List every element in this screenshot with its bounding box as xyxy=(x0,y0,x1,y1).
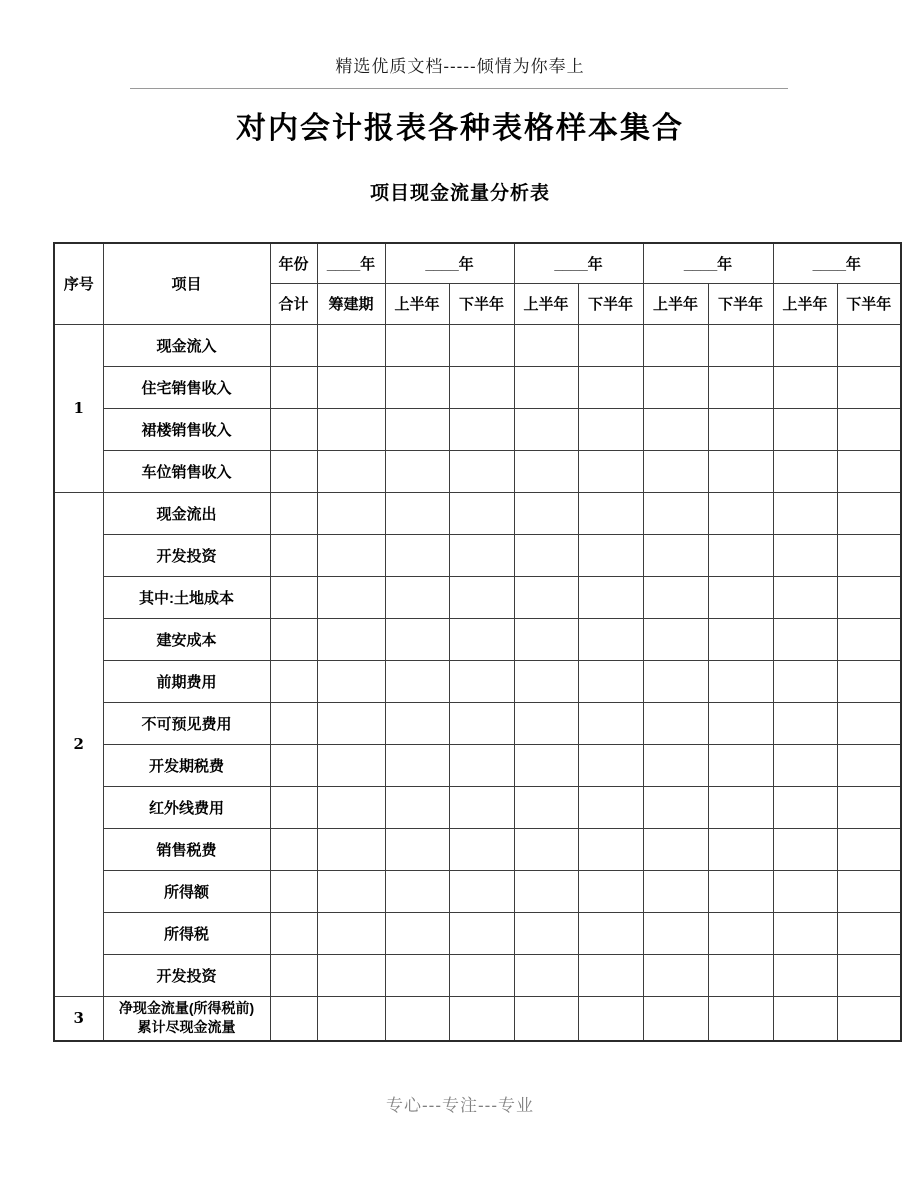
value-cell xyxy=(514,702,578,744)
value-cell xyxy=(449,744,514,786)
table-row xyxy=(54,828,901,870)
value-cell xyxy=(317,324,385,366)
value-cell xyxy=(317,828,385,870)
value-cell xyxy=(773,660,837,702)
value-cell xyxy=(578,744,643,786)
table-row xyxy=(54,618,901,660)
value-cell xyxy=(317,534,385,576)
value-cell xyxy=(385,702,449,744)
table-row xyxy=(54,912,901,954)
row-item-label: 现金流入 xyxy=(103,324,270,366)
value-cell xyxy=(708,366,773,408)
value-cell xyxy=(317,870,385,912)
value-cell xyxy=(643,366,708,408)
value-cell xyxy=(317,618,385,660)
value-cell xyxy=(449,954,514,996)
row-item-label: 开发期税费 xyxy=(103,744,270,786)
section-seq-number: 2 xyxy=(54,492,103,996)
value-cell xyxy=(385,492,449,534)
table-row xyxy=(54,492,901,534)
value-cell xyxy=(514,492,578,534)
value-cell xyxy=(449,786,514,828)
value-cell xyxy=(708,450,773,492)
value-cell xyxy=(578,366,643,408)
value-cell xyxy=(708,786,773,828)
value-cell xyxy=(385,912,449,954)
value-cell xyxy=(578,324,643,366)
value-cell xyxy=(773,576,837,618)
row-item-label: 住宅销售收入 xyxy=(103,366,270,408)
value-cell xyxy=(708,996,773,1041)
value-cell xyxy=(514,324,578,366)
table-row xyxy=(54,534,901,576)
value-cell xyxy=(270,366,317,408)
value-cell xyxy=(643,744,708,786)
value-cell xyxy=(317,744,385,786)
col-header-seq: 序号 xyxy=(54,243,103,324)
cashflow-table-container xyxy=(53,242,902,1042)
value-cell xyxy=(385,366,449,408)
value-cell xyxy=(708,954,773,996)
value-cell xyxy=(773,492,837,534)
value-cell xyxy=(708,828,773,870)
row-item-label: 开发投资 xyxy=(103,534,270,576)
value-cell xyxy=(317,366,385,408)
value-cell xyxy=(773,324,837,366)
table-body xyxy=(54,324,901,1041)
document-tagline: 精选优质文档-----倾情为你奉上 xyxy=(335,57,585,76)
table-row xyxy=(54,996,901,1041)
row-item-label: 不可预见费用 xyxy=(103,702,270,744)
value-cell xyxy=(643,408,708,450)
col-header-item: 项目 xyxy=(103,243,270,324)
value-cell xyxy=(317,954,385,996)
row-item-label: 所得税 xyxy=(103,912,270,954)
value-cell xyxy=(514,576,578,618)
value-cell xyxy=(643,912,708,954)
value-cell xyxy=(643,324,708,366)
value-cell xyxy=(578,492,643,534)
value-cell xyxy=(837,870,901,912)
row-item-label: 前期费用 xyxy=(103,660,270,702)
value-cell xyxy=(514,366,578,408)
value-cell xyxy=(837,576,901,618)
value-cell xyxy=(837,702,901,744)
value-cell xyxy=(578,996,643,1041)
value-cell xyxy=(449,324,514,366)
value-cell xyxy=(317,660,385,702)
value-cell xyxy=(385,660,449,702)
value-cell xyxy=(385,828,449,870)
value-cell xyxy=(773,828,837,870)
value-cell xyxy=(643,660,708,702)
table-row xyxy=(54,450,901,492)
value-cell xyxy=(385,996,449,1041)
value-cell xyxy=(773,450,837,492)
value-cell xyxy=(643,534,708,576)
value-cell xyxy=(270,702,317,744)
row-item-label: 净现金流量(所得税前) 累计尽现金流量 xyxy=(103,996,270,1041)
row-item-label: 其中:土地成本 xyxy=(103,576,270,618)
value-cell xyxy=(385,786,449,828)
value-cell xyxy=(270,492,317,534)
value-cell xyxy=(578,786,643,828)
value-cell xyxy=(385,618,449,660)
value-cell xyxy=(578,954,643,996)
value-cell xyxy=(514,450,578,492)
value-cell xyxy=(317,702,385,744)
col-header-preparation-period: 筹建期 xyxy=(317,283,385,324)
value-cell xyxy=(773,408,837,450)
value-cell xyxy=(449,660,514,702)
value-cell xyxy=(449,912,514,954)
value-cell xyxy=(270,618,317,660)
table-header-row-years xyxy=(54,243,901,283)
value-cell xyxy=(514,408,578,450)
value-cell xyxy=(514,996,578,1041)
row-item-label: 建安成本 xyxy=(103,618,270,660)
value-cell xyxy=(708,702,773,744)
value-cell xyxy=(708,618,773,660)
value-cell xyxy=(708,660,773,702)
cashflow-table xyxy=(53,242,902,1042)
value-cell xyxy=(385,408,449,450)
value-cell xyxy=(837,492,901,534)
value-cell xyxy=(270,996,317,1041)
value-cell xyxy=(270,408,317,450)
value-cell xyxy=(708,744,773,786)
value-cell xyxy=(708,492,773,534)
value-cell xyxy=(773,744,837,786)
value-cell xyxy=(385,534,449,576)
value-cell xyxy=(837,954,901,996)
value-cell xyxy=(270,450,317,492)
row-item-label: 红外线费用 xyxy=(103,786,270,828)
value-cell xyxy=(514,786,578,828)
value-cell xyxy=(578,870,643,912)
col-header-second-half-4: 下半年 xyxy=(837,283,901,324)
value-cell xyxy=(773,954,837,996)
col-header-second-half-2: 下半年 xyxy=(578,283,643,324)
value-cell xyxy=(449,450,514,492)
value-cell xyxy=(270,744,317,786)
row-item-label: 裙楼销售收入 xyxy=(103,408,270,450)
value-cell xyxy=(708,912,773,954)
value-cell xyxy=(773,912,837,954)
col-header-first-half-3: 上半年 xyxy=(643,283,708,324)
row-item-label: 现金流出 xyxy=(103,492,270,534)
value-cell xyxy=(837,366,901,408)
value-cell xyxy=(385,450,449,492)
value-cell xyxy=(578,618,643,660)
row-item-label: 所得额 xyxy=(103,870,270,912)
table-row xyxy=(54,744,901,786)
table-row xyxy=(54,870,901,912)
table-row xyxy=(54,954,901,996)
value-cell xyxy=(449,408,514,450)
value-cell xyxy=(514,534,578,576)
value-cell xyxy=(514,954,578,996)
col-header-first-half-1: 上半年 xyxy=(385,283,449,324)
section-seq-number: 1 xyxy=(54,324,103,492)
col-header-year-blank-2: ____年 xyxy=(385,243,514,283)
row-item-label: 车位销售收入 xyxy=(103,450,270,492)
value-cell xyxy=(270,828,317,870)
value-cell xyxy=(578,912,643,954)
value-cell xyxy=(449,576,514,618)
value-cell xyxy=(270,576,317,618)
value-cell xyxy=(837,912,901,954)
value-cell xyxy=(449,534,514,576)
value-cell xyxy=(837,828,901,870)
page-title: 对内会计报表各种表格样本集合 xyxy=(236,112,684,145)
table-title: 项目现金流量分析表 xyxy=(369,183,550,204)
value-cell xyxy=(643,702,708,744)
value-cell xyxy=(385,576,449,618)
value-cell xyxy=(837,324,901,366)
value-cell xyxy=(773,870,837,912)
value-cell xyxy=(449,996,514,1041)
col-header-year-blank-1: ____年 xyxy=(317,243,385,283)
col-header-total: 合计 xyxy=(270,283,317,324)
value-cell xyxy=(449,702,514,744)
value-cell xyxy=(773,366,837,408)
value-cell xyxy=(270,786,317,828)
value-cell xyxy=(270,660,317,702)
value-cell xyxy=(449,618,514,660)
value-cell xyxy=(578,576,643,618)
value-cell xyxy=(317,492,385,534)
value-cell xyxy=(708,576,773,618)
value-cell xyxy=(643,954,708,996)
value-cell xyxy=(317,408,385,450)
value-cell xyxy=(837,618,901,660)
value-cell xyxy=(837,660,901,702)
value-cell xyxy=(317,996,385,1041)
value-cell xyxy=(643,450,708,492)
table-row xyxy=(54,660,901,702)
value-cell xyxy=(708,324,773,366)
value-cell xyxy=(270,324,317,366)
value-cell xyxy=(837,996,901,1041)
value-cell xyxy=(773,618,837,660)
value-cell xyxy=(317,576,385,618)
table-row xyxy=(54,576,901,618)
value-cell xyxy=(578,408,643,450)
value-cell xyxy=(449,870,514,912)
value-cell xyxy=(578,828,643,870)
value-cell xyxy=(773,786,837,828)
value-cell xyxy=(514,618,578,660)
col-header-second-half-3: 下半年 xyxy=(708,283,773,324)
value-cell xyxy=(708,408,773,450)
row-item-label: 开发投资 xyxy=(103,954,270,996)
value-cell xyxy=(317,786,385,828)
value-cell xyxy=(514,660,578,702)
value-cell xyxy=(773,996,837,1041)
header-divider-line xyxy=(130,88,788,89)
value-cell xyxy=(837,744,901,786)
value-cell xyxy=(449,366,514,408)
col-header-year-blank-4: ____年 xyxy=(643,243,773,283)
value-cell xyxy=(385,954,449,996)
value-cell xyxy=(449,492,514,534)
value-cell xyxy=(514,744,578,786)
value-cell xyxy=(317,912,385,954)
col-header-year-blank-5: ____年 xyxy=(773,243,901,283)
value-cell xyxy=(643,828,708,870)
value-cell xyxy=(514,828,578,870)
value-cell xyxy=(270,912,317,954)
value-cell xyxy=(837,534,901,576)
table-row xyxy=(54,786,901,828)
value-cell xyxy=(643,492,708,534)
col-header-year: 年份 xyxy=(270,243,317,283)
value-cell xyxy=(578,660,643,702)
value-cell xyxy=(385,324,449,366)
document-footer: 专心---专注---专业 xyxy=(386,1096,534,1115)
value-cell xyxy=(578,702,643,744)
value-cell xyxy=(643,618,708,660)
value-cell xyxy=(317,450,385,492)
col-header-year-blank-3: ____年 xyxy=(514,243,643,283)
section-seq-number: 3 xyxy=(54,996,103,1041)
col-header-second-half-1: 下半年 xyxy=(449,283,514,324)
value-cell xyxy=(270,534,317,576)
col-header-first-half-4: 上半年 xyxy=(773,283,837,324)
value-cell xyxy=(270,870,317,912)
value-cell xyxy=(385,744,449,786)
value-cell xyxy=(514,870,578,912)
value-cell xyxy=(837,786,901,828)
value-cell xyxy=(449,828,514,870)
value-cell xyxy=(708,870,773,912)
value-cell xyxy=(385,870,449,912)
value-cell xyxy=(643,870,708,912)
table-row xyxy=(54,408,901,450)
value-cell xyxy=(773,534,837,576)
value-cell xyxy=(578,534,643,576)
row-item-label: 销售税费 xyxy=(103,828,270,870)
col-header-first-half-2: 上半年 xyxy=(514,283,578,324)
value-cell xyxy=(514,912,578,954)
value-cell xyxy=(270,954,317,996)
value-cell xyxy=(773,702,837,744)
value-cell xyxy=(837,408,901,450)
value-cell xyxy=(708,534,773,576)
value-cell xyxy=(643,786,708,828)
table-row xyxy=(54,324,901,366)
value-cell xyxy=(837,450,901,492)
value-cell xyxy=(643,996,708,1041)
value-cell xyxy=(643,576,708,618)
table-row xyxy=(54,366,901,408)
table-row xyxy=(54,702,901,744)
value-cell xyxy=(578,450,643,492)
